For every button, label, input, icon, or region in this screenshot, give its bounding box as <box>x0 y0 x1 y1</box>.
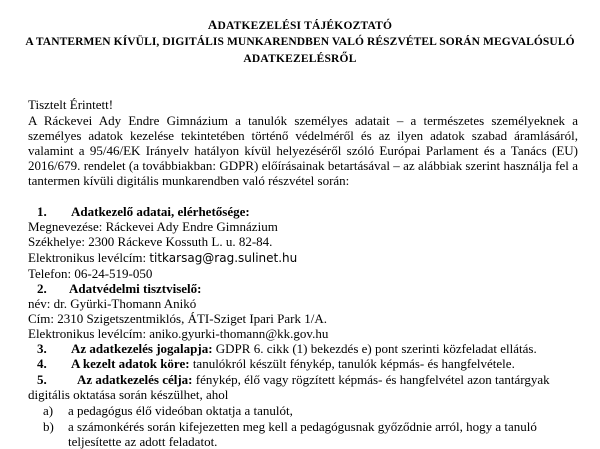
controller-email-line <box>28 250 297 266</box>
document-title-line3: ADATKEZELÉSRŐL <box>243 53 357 65</box>
intro-paragraph <box>28 113 578 188</box>
dpo-address: Cím: 2310 Szigetszentmiklós, ÁTI-Sziget Ipari Park 1/A. <box>28 311 327 326</box>
dpo-email: Elektronikus levélcím: aniko.gyurki-thomann@kk.gov.hu <box>28 326 329 341</box>
greeting: Tisztelt Érintett! <box>28 97 114 112</box>
title-rest: DATKEZELÉSI TÁJÉKOZTATÓ <box>217 20 393 32</box>
section-3-text: GDPR 6. cikk (1) bekezdés e) pont szerinti közfeladat ellátás. <box>215 341 537 356</box>
intro-text: A Ráckevei Ady Endre Gimnázium a tanulók személyes adatait – a természetes személyeknek a személyes adatok kezelése tekintetében történő védelméről és az ilyen adatok szabad áramlásáról, valamint a 95/46/EK Irányelv hatályon kívül helyezéséről szóló Európai Parlament és a Tanács (EU) 2016/679. rendelet (a továbbiakban: GDPR) előírásainak betartásával – az alábbiak szerint használja fel a tantermen kívüli digitális munkarendben való részvétel során: <box>28 113 578 188</box>
controller-name: Megnevezése: Ráckevei Ady Endre Gimnázium <box>28 219 278 234</box>
document-title-line1 <box>20 17 580 34</box>
section-2-heading: Adatvédelmi tisztviselő: <box>69 281 202 296</box>
controller-email-label: Elektronikus levélcím: <box>28 250 147 265</box>
item-b-text-1: a számonkérés során kifejezetten meg kell a pedagógusnak győződnie arról, hogy a tanuló <box>68 419 537 434</box>
section-4-text: tanulókról készült fénykép, tanulók képmás- és hangfelvétele. <box>192 356 515 371</box>
section-5-text-1: fénykép, élő vagy rögzített képmás- és hangfelvétel azon tantárgyak <box>195 372 550 387</box>
section-2-number: 2. <box>37 281 47 296</box>
item-b-text-2: teljesítette az adott feladatot. <box>68 434 218 449</box>
section-1-number: 1. <box>37 204 47 219</box>
section-1-heading: Adatkezelő adatai, elérhetősége: <box>71 204 250 219</box>
controller-phone: Telefon: 06-24-519-050 <box>28 266 153 281</box>
section-4-line <box>71 356 515 371</box>
document-title-line2: A TANTERMEN KÍVÜLI, DIGITÁLIS MUNKARENDBEN VALÓ RÉSZVÉTEL SORÁN MEGVALÓSULÓ <box>25 36 575 48</box>
section-4-heading: A kezelt adatok köre: <box>71 356 190 371</box>
section-4-number: 4. <box>37 356 47 371</box>
item-b-label: b) <box>43 419 54 434</box>
item-a-text: a pedagógus élő videóban oktatja a tanulót, <box>68 403 293 418</box>
controller-email-link[interactable]: titkarsag@rag.sulinet.hu <box>149 251 298 265</box>
section-5-number: 5. <box>37 372 47 387</box>
title-initial: A <box>207 17 218 32</box>
section-3-line <box>71 341 537 356</box>
dpo-name: név: dr. Gyürki-Thomann Anikó <box>28 296 197 311</box>
section-5-text-2: digitális oktatása során készülhet, ahol <box>28 387 229 402</box>
section-3-number: 3. <box>37 341 47 356</box>
section-3-heading: Az adatkezelés jogalapja: <box>71 341 213 356</box>
controller-address: Székhelye: 2300 Ráckeve Kossuth L. u. 82-84. <box>28 234 273 249</box>
item-a-label: a) <box>43 403 54 418</box>
section-5-heading: Az adatkezelés célja: <box>77 372 193 387</box>
section-5-line <box>77 372 550 387</box>
